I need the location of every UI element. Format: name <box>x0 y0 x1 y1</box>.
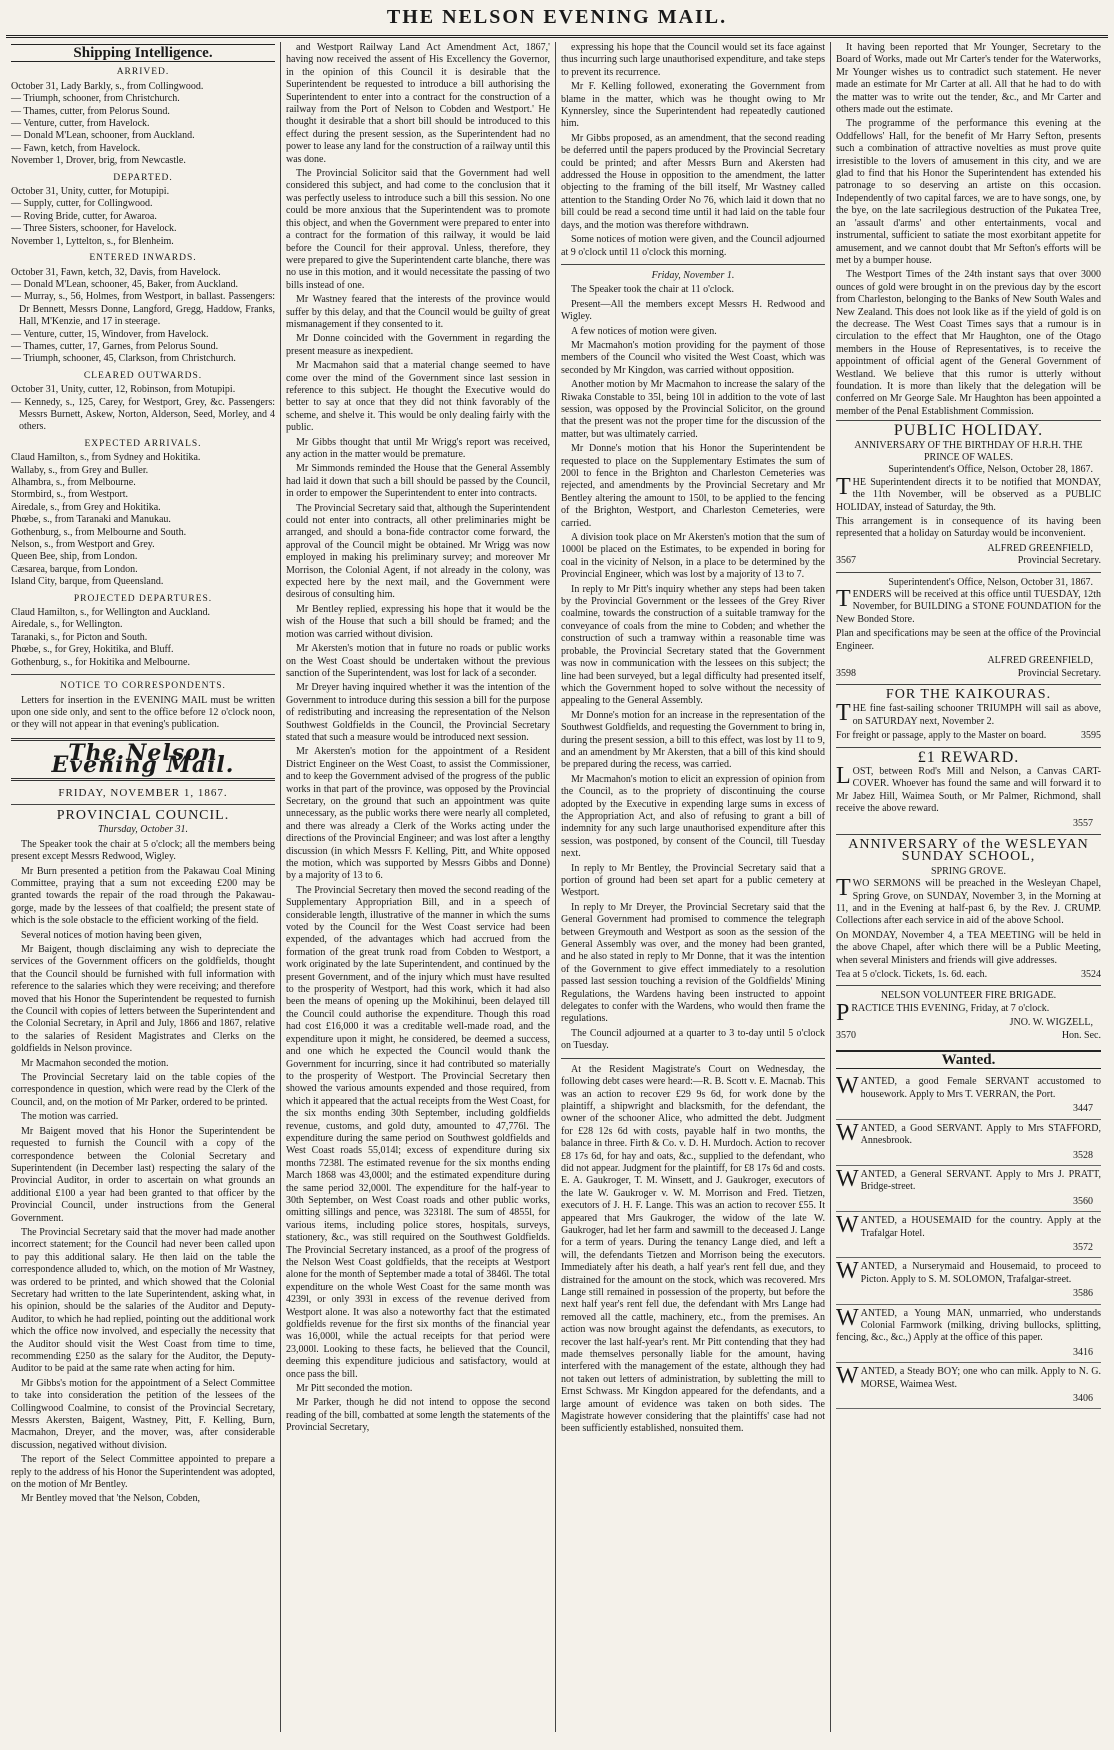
wanted-ad <box>836 1305 1101 1364</box>
tenders-ad <box>836 572 1101 684</box>
entered-list <box>11 267 275 366</box>
wanted-text: WANTED, a Young MAN, unmarried, who understands Colonial Farmwork (milking, driving bullocks, splitting, fencing, &c., &c.,) Apply at the office of this paper. <box>836 1304 1101 1344</box>
council-paragraphs <box>11 839 275 1506</box>
list-item: Phœbe, s., for Grey, Hokitika, and Bluff. <box>11 644 174 656</box>
paragraph: A division took place on Mr Akersten's motion that the sum of 1000l be placed on the Estimates, to be expended in boring for coal in the vicinity of Nelson, in a place to be determined by the Provincial Engineer, which was lost by a majority of 13 to 7. <box>561 532 825 581</box>
holiday-subtitle: ANNIVERSARY OF THE BIRTHDAY OF H.R.H. THE PRINCE OF WALES. <box>854 439 1083 463</box>
wanted-text: WANTED, a HOUSEMAID for the country. Apply at the Trafalgar Hotel. <box>836 1212 1101 1239</box>
reward-title: £1 REWARD. <box>917 748 1020 766</box>
reward-num: 3557 <box>1073 817 1093 829</box>
list-item: November 1, Lyttelton, s., for Blenheim. <box>11 235 174 247</box>
paragraph: Mr Pitt seconded the motion. <box>296 1383 413 1395</box>
paragraph: The Provincial Secretary then moved the second reading of the Supplementary Appropriation Bill, and in a speech of considerable length, illustrative of the manner in which the sums voted by the Council for the West Coast service had been expended, of the advantages which had accrued from the formation of the great trunk road from Cobden to Westport, a work originated by the late Superintendent, and continued by the present Government, and of the injury which must have resulted to the prosperity of Westport, had this work, which it had also been the means of opening up the Mokihinui, been delayed till the Council could authorise the expenditure. Though this road had cost £16,000 it was a creditable well-made road, and the expenditure upon it might, he considered, be deemed a success, and one which he expected the Council would thank the Government for incurring, since it had contributed so materially to the prosperity of Westport. The Provincial Secretary then showed the various amounts expended and those required, from which it appeared that the actual receipts from the West Coast, for the six months ending 30th September, including goldfields revenue, customs, and gold duty, amounted to 47,776l. The expenditure during the same period on Southwest goldfields and West Coast roads 55,014l; excess of expenditure during six months 7238l. The estimated revenue for the six months ending March 1868 was 43,000l; and the estimated expenditure during the same period 32,000l. The expenditure for the half-year to 30th September, on West Coast roads and other public works, omitting sillings and pence, was 32318l. The sum of 4855l, for various items, including police stores, hospitals, surveys, stationery, &c., was still required on the Southwest Goldfields. The Provincial Secretary instanced, as a proof of the progress of the Nelson West Coast goldfields, that the receipts at Westport alone for the month of September made a total of 3846l. The total expenditure on the whole West Coast for the same month was 4239l, or only 393l in excess of the revenue derived from Westport alone. It was also a noteworthy fact that the estimated goldfields revenue for the first six months of the financial year was 16,000l, while the actual receipts for that period were 23,000l. Looking to these facts, he believed that the Council, deeming this expenditure judicious and satisfactory, would at once pass the bill. <box>286 884 550 1380</box>
reward-body: LOST, between Rod's Mill and Nelson, a Canvas CART-COVER. Whoever has found the same and will forward it to Mr Jabez Hill, Waimea South, or Mr Palmer, Richmond, shall receive the above reward. <box>836 762 1101 815</box>
tenders-num: 3598 <box>836 667 856 679</box>
paragraph: Mr Macmahon said that a material change seemed to have come over the mind of the Government since last session in reference to this subject. He thought the Executive would do better to say at once that they did not think favorably of the scheme, and shelve it. This would be only dealing fairly with the public. <box>286 360 550 434</box>
holiday-num: 3567 <box>836 555 856 567</box>
wesleyan-body2: On MONDAY, November 4, a TEA MEETING will be held in the above Chapel, after which there will be a Public Meeting, when several Ministers and friends will give addresses. <box>836 929 1101 966</box>
paragraph: and Westport Railway Land Act Amendment Act, 1867,' having now received the assent of His Excellency the Governor, in the opinion of this Council it is desirable that the Superintendent be requested to introduce a bill authorising the Superintendent to enter into a contract for the construction of a railway from the Port of Nelson to Cobden and Westport.' He thought it desirable that a short bill should be introduced to this effect during the present session, as the Superintendent had no power to lease any land for the construction of a railway until this was done. <box>286 42 550 165</box>
news-paragraphs <box>836 42 1101 418</box>
masthead: THE NELSON EVENING MAIL. <box>6 6 1108 38</box>
shipping-title: Shipping Intelligence. <box>11 44 275 62</box>
projected-list <box>11 607 275 669</box>
paragraph: Mr F. Kelling followed, exonerating the Government from blame in the matter, which was he thought owing to Mr Kynnersley, since the Superintendent had repeatedly cautioned him. <box>561 81 825 130</box>
column-4 <box>831 42 1106 1732</box>
paragraph: Mr Macmahon's motion providing for the payment of those members of the Council who visited the West Coast, which was seconded by Mr Kingdon, was carried without opposition. <box>561 339 825 376</box>
list-item: — Thames, cutter, 17, Garnes, from Pelorus Sound. <box>11 340 219 352</box>
friday-paragraphs <box>561 284 825 1052</box>
list-item: — Three Sisters, schooner, for Havelock. <box>11 223 177 235</box>
column-2 <box>281 42 556 1732</box>
wanted-num: 3447 <box>1073 1103 1093 1115</box>
tenders-body2: Plan and specifications may be seen at the office of the Provincial Engineer. <box>836 628 1101 652</box>
wanted-title: Wanted. <box>836 1050 1101 1069</box>
council-date: Thursday, October 31. <box>98 824 188 836</box>
list-item: — Donald M'Lean, schooner, from Auckland. <box>11 130 195 142</box>
list-item: — Murray, s., 56, Holmes, from Westport, in ballast. Passengers: Dr Bennett, Messrs Donne, Langford, Gregg, Haddow, Franks, Hall, M'Kenzie, and 17 in steerage. <box>11 291 275 328</box>
list-item: Taranaki, s., for Picton and South. <box>11 631 148 643</box>
list-item: Airedale, s., from Grey and Hokitika. <box>11 501 161 513</box>
paragraph: Mr Gibbs thought that until Mr Wrigg's report was received, any action in the matter would be premature. <box>286 436 550 460</box>
list-item: — Triumph, schooner, 45, Clarkson, from Christchurch. <box>11 353 236 365</box>
wanted-num: 3416 <box>1073 1346 1093 1358</box>
paragraph: Present—All the members except Messrs H. Redwood and Wigley. <box>561 298 825 323</box>
list-item: — Venture, cutter, from Havelock. <box>11 118 150 130</box>
paragraph: Several notices of motion having been given, <box>21 929 202 941</box>
paragraph: Some notices of motion were given, and the Council adjourned at 9 o'clock until 11 o'clock this morning. <box>561 234 825 258</box>
paragraph: Mr Gibbs proposed, as an amendment, that the second reading be deferred until the papers produced by the Provincial Secretary could be printed; and after Messrs Burn and Akersten had addressed the House in opposition to the amendment, the latter objecting to the framing of the bill itself, Mr Wastney called attention to the Standing Order No 76, which laid it down that no bill could be read a second time until it had laid on the table four days, and the motion was therefore withdrawn. <box>561 132 825 231</box>
wanted-ad <box>836 1073 1101 1119</box>
paragraph: Mr Baigent moved that his Honor the Superintendent be requested to furnish the Council with a copy of the correspondence between the Colonial Secretary and Superintendent (in December last) respecting the salary of the Provincial Auditor, in order to ascertain on what grounds an additional £100 a year had been granted to that officer by the Provincial Council, under instructions from the General Government. <box>11 1125 275 1224</box>
paragraph: The programme of the performance this evening at the Oddfellows' Hall, for the benefit of Mr Harry Sefton, presents such a combination of attractive novelties as must prove quite irresistible to the lovers of amusement in this city, and we are glad to find that his Honor the Superintendent has extended his patronage to so deserving an artiste on this occasion. Independently of two capital farces, we are to have songs, one, by the bye, on the late sacrilegious destruction of the Pukatea Tree, an 'assault d'arms' and other entertainments, vocal and instrumental, sufficient to satiate the most exorbitant appetite for amusement, and we cannot doubt that Mr Sefton's efforts will be met by a bumper house. <box>836 118 1101 266</box>
tenders-body: TENDERS will be received at this office until TUESDAY, 12th November, for BUILDING a STONE FOUNDATION for the New Bonded Store. <box>836 586 1101 625</box>
wanted-num: 3528 <box>1073 1149 1093 1161</box>
list-item: — Thames, cutter, from Pelorus Sound. <box>11 105 170 117</box>
paragraph: Mr Parker, though he did not intend to oppose the second reading of the bill, combatted at some length the statements of the Provincial Secretary, <box>286 1397 550 1434</box>
list-item: October 31, Unity, cutter, 12, Robinson, from Motupipi. <box>11 384 236 396</box>
paragraph: Mr Akersten's motion that in future no roads or public works on the West Coast should be undertaken without the previous sanction of the Superintendent, was lost for lack of a seconder. <box>286 643 550 679</box>
holiday-body2: This arrangement is in consequence of its having been represented that a holiday on Saturday would be inconvenient. <box>836 516 1101 540</box>
paragraph: expressing his hope that the Council would set its face against thus incurring such large unauthorised expenditure, and take steps to prevent its recurrence. <box>561 42 825 78</box>
fire-role: Hon. Sec. <box>1061 1029 1101 1041</box>
tenders-sig: ALFRED GREENFIELD, <box>987 655 1093 667</box>
tenders-office: Superintendent's Office, Nelson, October 31, 1867. <box>888 576 1093 588</box>
list-item: — Donald M'Lean, schooner, 45, Baker, from Auckland. <box>11 278 239 290</box>
paragraph: Mr Bentley moved that 'the Nelson, Cobden, <box>21 1493 200 1505</box>
wesleyan-body: TWO SERMONS will be preached in the Wesleyan Chapel, Spring Grove, on SUNDAY, November 3, in the Morning at 11, and in the Evening at half-past 6, by the Rev. J. CRUMP. Collections after each service in aid of the above School. <box>836 875 1101 927</box>
columns <box>6 42 1108 1732</box>
list-item: October 31, Lady Barkly, s., from Collingwood. <box>11 80 204 92</box>
column-3 <box>556 42 831 1732</box>
paragraph: Mr Simmonds reminded the House that the General Assembly had laid it down that such a bill should be passed by the Council, in order to empower the Superintendent to enter into contracts. <box>286 463 550 500</box>
wanted-num: 3560 <box>1073 1195 1093 1207</box>
wanted-text: WANTED, a Good SERVANT. Apply to Mrs STAFFORD, Annesbrook. <box>836 1119 1101 1147</box>
list-item: — Supply, cutter, for Collingwood. <box>11 198 153 210</box>
holiday-title: PUBLIC HOLIDAY. <box>893 422 1044 440</box>
holiday-sig2: Provincial Secretary. <box>1017 555 1101 567</box>
court-paragraphs <box>561 1064 825 1436</box>
list-item: Claud Hamilton, s., for Wellington and Auckland. <box>11 607 210 619</box>
kaikouras-body: THE fine fast-sailing schooner TRIUMPH will sail as above, on SATURDAY next, November 2. <box>836 700 1101 727</box>
wesleyan-ad <box>836 834 1101 985</box>
paragraph: The motion was carried. <box>21 1111 119 1123</box>
paragraph: The Council adjourned at a quarter to 3 to-day until 5 o'clock on Tuesday. <box>561 1027 825 1052</box>
list-item: Queen Bee, ship, from London. <box>11 551 138 563</box>
fire-title: NELSON VOLUNTEER FIRE BRIGADE. <box>880 990 1057 1002</box>
kaikouras-num: 3595 <box>1081 730 1101 742</box>
list-item: Cæsarea, barque, from London. <box>11 563 138 575</box>
reward-ad <box>836 747 1101 834</box>
paragraph: In reply to Mr Bentley, the Provincial Secretary said that a portion of ground had been set apart for a public cemetery at Westport. <box>561 862 825 899</box>
wesleyan-num: 3524 <box>1081 969 1101 981</box>
friday-heading: Friday, November 1. <box>651 269 735 281</box>
wanted-text: WANTED, a General SERVANT. Apply to Mrs J. PRATT, Bridge-street. <box>836 1165 1101 1193</box>
list-item: October 31, Unity, cutter, for Motupipi. <box>11 186 170 198</box>
paragraph: Mr Akersten's motion for the appointment of a Resident District Engineer on the West Coast, to assist the Commissioner, and to keep the Government advised of the progress of the public works in that part of the province, was opposed by the Provincial Secretary, on the ground that such an appointment was quite unnecessary, as the public works there were nearly all completed, and there was already a Clerk of the Works acting under the directions of the Provincial Engineer; and was lost after a lengthy discussion (in which Messrs F. Kelling, Pitt, and White opposed the motion, which was supported by Messrs Gibbs and Donne) by a majority of 13 to 6. <box>286 746 550 882</box>
expected-list <box>11 452 275 588</box>
holiday-body: THE Superintendent directs it to be notified that MONDAY, the 11th November, will be observed as a PUBLIC HOLIDAY, instead of Saturday, the 9th. <box>836 473 1101 513</box>
paragraph: Mr Donne's motion for an increase in the representation of the Southwest Goldfields, and requesting the Government to bring in, during the present session, a bill to this effect, was lost by 11 to 9, and an amendment by Mr Akersten, that a bill of this kind should be prepared during the recess, was carried. <box>561 709 825 771</box>
list-item: Gothenburg, s., for Hokitika and Melbourne. <box>11 656 190 668</box>
notice-heading: NOTICE TO CORRESPONDENTS. <box>60 681 226 692</box>
council-paragraphs-cont <box>286 42 550 1435</box>
list-item: Island City, barque, from Queensland. <box>11 576 164 588</box>
kaikouras-title: FOR THE KAIKOURAS. <box>885 686 1052 702</box>
departed-list <box>11 186 275 248</box>
list-item: — Kennedy, s., 125, Carey, for Westport, Grey, &c. Passengers: Messrs Burnett, Askew, Norton, Alderson, Seed, Morley, and 4 others. <box>11 396 275 433</box>
holiday-sig: ALFRED GREENFIELD, <box>987 542 1093 554</box>
paragraph: Mr Donne coincided with the Government in regarding the present measure as inexpedient. <box>286 333 550 357</box>
list-item: Stormbird, s., from Westport. <box>11 489 129 501</box>
paragraph: Mr Baigent, though disclaiming any wish to depreciate the services of the Government officers on the goldfields, thought that the Council should be furnished with full information with reference to the salaries which they were receiving; and therefore moved that his Honor the Superintendent be requested to furnish the Council with copies of letters between the Superintendent and the Colonial Secretary, in April and July, 1866 and 1867, relative to the salaries of Resident Magistrates and Clerks on the goldfields in Nelson province. <box>11 944 275 1055</box>
wanted-num: 3572 <box>1073 1241 1093 1253</box>
paragraph: Mr Bentley replied, expressing his hope that it would be the wish of the House that such a bill should be framed; and the motion was carried without division. <box>286 603 550 640</box>
fire-body: PRACTICE THIS EVENING, Friday, at 7 o'clock. <box>836 999 1050 1026</box>
list-item: — Triumph, schooner, from Christchurch. <box>11 93 180 105</box>
list-item: November 1, Drover, brig, from Newcastle. <box>11 155 186 167</box>
kaikouras-ad <box>836 684 1101 747</box>
list-item: Airedale, s., for Wellington. <box>11 619 123 631</box>
wanted-text: WANTED, a Steady BOY; one who can milk. Apply to N. G. MORSE, Waimea West. <box>836 1363 1101 1390</box>
wanted-ad <box>836 1258 1101 1304</box>
paragraph: At the Resident Magistrate's Court on Wednesday, the following debt cases were heard:—R. B. Scott v. E. Macnab. This was an action to recover £29 9s 6d, for work done by the plaintiff, a shipwright and blacksmith, for the defendant, the owner of the schooner Alice, who admitted the debt. Judgment for £28 12s 6d with costs, payable half in two months, the balance in three. Firth & Co. v. D. H. Murdoch. Action to recover £8 17s 6d, for hay and oats, &c., supplied to the defendant, who did not appear. Judgment for the plaintiff, for £8 17s 6d and costs. E. A. Gaukroger, T. M. Winsett, and J. Gaukroger, executors of the late W. Gaukroger v. W. M. Morrison and Fred. Tietzen, executors of J. H. F. Lange. This was an action to recover £55. It appeared that Mrs Gaukroger, the widow of the late W. Gaukroger, had let her farm and sawmill to the deceased J. Lange for a term of years. During the tenancy Lange died, and left a will, the defendants Tietzen and Morrison being the executors. Immediately after his death, a half year's rent fell due, and they distrained for the amount on the stock, which was recovered. Mrs Lange still remained in possession of the property, but before the next half year's rent fell due, the defendant with Mrs Lange had removed all the cattle, machinery, etc., from the premises. An action was now brought against the defendants, as executors, to recover the last half-year's rent. Mr Pitt contending that they had made themselves personally liable for the amount, having interfered with the management of the estate, although they had not taken out letters of administration, by subletting the mill to Ernst Schwass. Mr Kingdon appeared for the defendants, and a large amount of evidence was taken on both sides. The Magistrate however considering that the plaintiffs' case had not been sufficiently established, nonsuited them. <box>561 1063 825 1435</box>
list-item: Wallaby, s., from Grey and Buller. <box>11 464 149 476</box>
paragraph: The Speaker took the chair at 5 o'clock; all the members being present except Messrs Redwood, Wigley. <box>11 838 275 863</box>
list-item: Phœbe, s., from Taranaki and Manukau. <box>11 514 171 526</box>
paragraph: In reply to Mr Pitt's inquiry whether any steps had been taken by the Provincial Government or the lessees of the Grey River coalmine, towards the construction of a suitable tramway for the conveyance of coals from the mine to Cobden; and whether the construction of such a tramway within a reasonable time was probable, the Provincial Secretary stated that the Government was now in communication with the lessees on this subject; the line had been surveyed, but a legal difficulty had presented itself, which the Government hoped to solve without the necessity of appealing to the General Assembly. <box>561 583 825 707</box>
entered-heading: ENTERED INWARDS. <box>89 253 197 264</box>
wanted-ad <box>836 1120 1101 1166</box>
paragraph: A few notices of motion were given. <box>571 325 717 337</box>
paragraph: The Provincial Secretary said that the mover had made another incorrect statement; for the Council had never been called upon to pay this additional salary. He then laid on the table the correspondence alluded to, which, on the motion of Mr Wastney, was ordered to be printed, and which showed that the Colonial Secretary had written to the late Superintendent, asking what, in his opinion, should be the salaries of the Auditor and Deputy-Auditor, to which he had replied, pointing out the additional work which the office now involved, and especially the necessity that the Auditor should visit the West Coast from time to time, recommending £250 as the salary for the Auditor, the Deputy-Auditor to be paid at the same rate when acting for him. <box>11 1226 275 1375</box>
list-item: — Roving Bride, cutter, for Awaroa. <box>11 210 157 222</box>
kaikouras-body2: For freight or passage, apply to the Master on board. <box>836 730 1047 742</box>
paragraph: Mr Macmahon's motion to elicit an expression of opinion from the Council, as to the propriety of discontinuing the course adopted by the Executive in expending large sums in excess of the Appropriation Act, and also of refusing to grant a bill of indemnity for any such large unauthorised expenditure after this session, was postponed, by consent of the Council, till Tuesday next. <box>561 773 825 860</box>
wanted-ad <box>836 1166 1101 1212</box>
fire-sig: JNO. W. WIGZELL, <box>1009 1017 1093 1029</box>
fire-num: 3570 <box>836 1029 856 1041</box>
holiday-ad <box>836 420 1101 571</box>
dateline: FRIDAY, NOVEMBER 1, 1867. <box>58 786 228 799</box>
list-item: Gothenburg, s., from Melbourne and South. <box>11 526 187 538</box>
paragraph: The Provincial Solicitor said that the Government had well considered this subject, and had come to the conclusion that it was perfectly useless to introduce such a bill this session. No one could be more anxious that the Superintendent was to promote this object, and when the Government were prepared to enter into a contract for the formation of this railway, it would be laid before the Council for their approval. Unless, therefore, they were prepared to give the Superintendent carte blanche, there was no use in this motion, and it would necessitate the passing of two bills instead of one. <box>286 168 550 291</box>
paragraph: Mr Donne's motion that his Honor the Superintendent be requested to place on the Supplementary Estimates the sum of 200l to fence in the Brighton and Charleston Cemeteries was rejected, and amendments by the Provincial Secretary and Mr Bentley altering the amount to 150l, to be applied to the fencing of the Brighton, Westport, and Charleston Cemeteries, were carried. <box>561 443 825 529</box>
paragraph: It having been reported that Mr Younger, Secretary to the Board of Works, made out Mr Carter's tender for the Waterworks, Mr Younger wishes us to contradict such statement. He never made an estimate for Mr Carter at all. All that he had to do with the matter was to write out the tender, &c., and Mr Carter and others made out the estimate. <box>836 42 1101 116</box>
list-item: Claud Hamilton, s., from Sydney and Hokitika. <box>11 452 201 464</box>
wesleyan-subtitle: SPRING GROVE. <box>930 865 1006 877</box>
council-paragraphs-cont2 <box>561 42 825 259</box>
cleared-list <box>11 384 275 434</box>
paragraph: Mr Dreyer having inquired whether it was the intention of the Government to introduce during this session a bill for the purpose of redistributing and increasing the representation of the Nelson Southwest Goldfields in the Council, the Provincial Secretary stated that such a measure would be introduced next session. <box>286 682 550 743</box>
council-heading: PROVINCIAL COUNCIL. <box>56 807 230 823</box>
paragraph: Mr Wastney feared that the interests of the province would suffer by this delay, and that the Council would be guilty of great mismanagement if they consented to it. <box>286 294 550 330</box>
list-item: — Venture, cutter, 15, Windover, from Havelock. <box>11 328 209 340</box>
cleared-heading: CLEARED OUTWARDS. <box>83 370 203 381</box>
list-item: October 31, Fawn, ketch, 32, Davis, from Havelock. <box>11 266 221 278</box>
wanted-text: WANTED, a Nurserymaid and Housemaid, to proceed to Picton. Apply to S. M. SOLOMON, Trafalgar-street. <box>836 1258 1101 1285</box>
arrived-heading: ARRIVED. <box>116 67 170 78</box>
wanted-list <box>836 1073 1101 1409</box>
paragraph: The Speaker took the chair at 11 o'clock. <box>571 284 735 296</box>
notice-text: Letters for insertion in the EVENING MAIL must be written upon one side only, and sent to the office before 12 o'clock noon, or they will not appear in that evening's publication. <box>11 694 275 731</box>
fire-brigade-ad <box>836 985 1101 1046</box>
paragraph: Another motion by Mr Macmahon to increase the salary of the Riwaka Constable to 35l, being 10l in addition to the vote of last session, was opposed by the Provincial Solicitor, on the ground that the present was not the proper time for the discussion of the matter, but was ultimately carried. <box>561 379 825 440</box>
wanted-text: WANTED, a good Female SERVANT accustomed to housework. Apply to Mrs T. VERRAN, the Port. <box>836 1073 1101 1100</box>
tenders-sig2: Provincial Secretary. <box>1017 667 1101 679</box>
paragraph: The Provincial Secretary laid on the table copies of the correspondence in question, which were read by the Clerk of the Council, and, on the motion of Mr Parker, ordered to be printed. <box>11 1072 275 1108</box>
paragraph: Mr Macmahon seconded the motion. <box>21 1057 169 1069</box>
wesleyan-body3: Tea at 5 o'clock. Tickets, 1s. 6d. each. <box>836 969 988 981</box>
paragraph: The Provincial Secretary said that, although the Superintendent could not enter into contracts, all other preliminaries might be arranged, and should a bona-fide contractor come forward, the approval of the Council might be obtained. Mr Wrigg was now employed in making his preliminary survey; and moreover Mr Morrison, the Colonial Agent, if not already in the colony, was expected here by the next mail, and the Government were desirous of consulting him. <box>286 502 550 601</box>
wanted-num: 3406 <box>1073 1393 1093 1404</box>
projected-heading: PROJECTED DEPARTURES. <box>73 593 213 604</box>
wanted-ad <box>836 1212 1101 1258</box>
expected-heading: EXPECTED ARRIVALS. <box>84 438 202 449</box>
paragraph: Mr Burn presented a petition from the Pakawau Coal Mining Committee, praying that a sum not exceeding £200 may be granted towards the repair of the road through the Pakawau-gorge, made by the lessees of that coalfield; the present state of which is the sole obstacle to the efficient working of the field. <box>11 865 275 927</box>
list-item: — Fawn, ketch, from Havelock. <box>11 142 141 154</box>
arrived-list <box>11 81 275 168</box>
wesleyan-title: ANNIVERSARY of the WESLEYAN SUNDAY SCHOOL, <box>848 836 1089 865</box>
paragraph: Mr Gibbs's motion for the appointment of a Select Committee to take into consideration the petition of the lessees of the Collingwood Coalmine, to consist of the Provincial Secretary, Messrs Akersten, Baigent, Wastney, Pitt, F. Kelling, Burn, Macmahon, Dreyer, and the mover, was, after considerable discussion, negatived without division. <box>11 1377 275 1451</box>
column-1 <box>6 42 281 1732</box>
paragraph: The report of the Select Committee appointed to prepare a reply to the address of his Honor the Superintendent was adopted, on the motion of Mr Bentley. <box>11 1454 275 1491</box>
holiday-office: Superintendent's Office, Nelson, October 28, 1867. <box>888 464 1093 476</box>
paragraph: The Westport Times of the 24th instant says that over 3000 ounces of gold were brought in on the previous day by the escort from Charleston, belonging to the Banks of New South Wales and New Zealand. This does not look like as if the yield of gold is on the decrease. The West Coast Times says that a rumour is in circulation to the effect that Mr Haughton, one of the Otago members in the House of Representatives, is to receive the appointment of official agent of the General Government of Westland. We believe that this rumor is utterly without foundation. It is more than likely that the delegation will be conferred on Mr George Sale. Mr Haughton has been appointed a member of the Penal Establishment Commission. <box>836 269 1101 417</box>
list-item: Alhambra, s., from Melbourne. <box>11 477 136 488</box>
departed-heading: DEPARTED. <box>113 172 173 183</box>
paper-name: The Nelson Evening Mail. <box>51 739 235 779</box>
list-item: Nelson, s., from Westport and Grey. <box>11 539 155 551</box>
wanted-num: 3586 <box>1073 1288 1093 1300</box>
wanted-ad <box>836 1363 1101 1409</box>
paragraph: In reply to Mr Dreyer, the Provincial Secretary said that the General Government had promised to commence the telegraph between Greymouth and Westport as soon as the session of the General Assembly was over, and the money had been granted, and he also stated in reply to Mr Donne, that it was the intention of the Government to give effect immediately to a resolution passed last session touching a revision of the Goldfields' Mining Regulations, the Wardens having been instructed to appoint delegates to confer with the Wardens, who would then frame the regulations. <box>561 901 825 1025</box>
